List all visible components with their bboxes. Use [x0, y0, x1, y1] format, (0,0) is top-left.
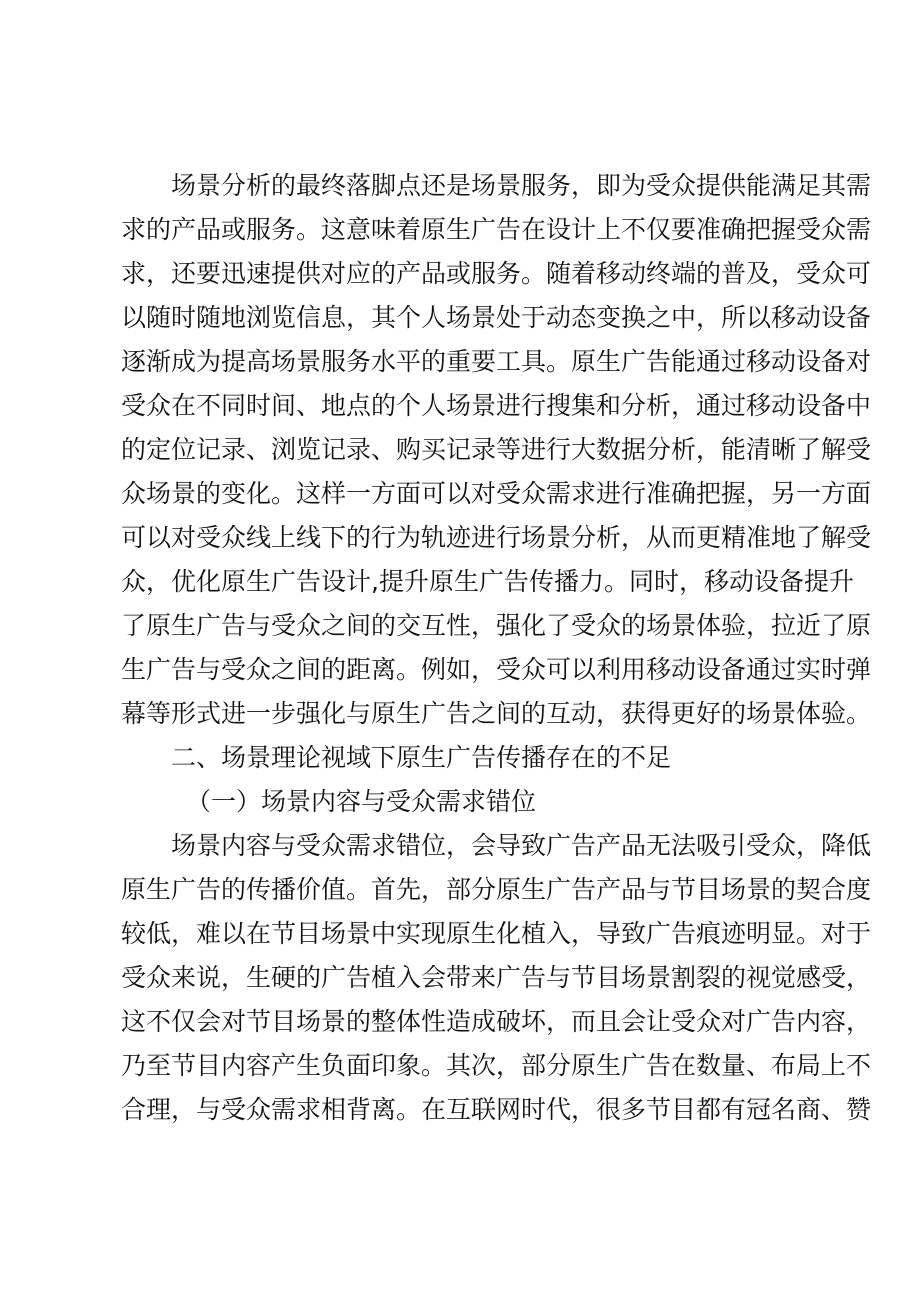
- section-heading: 二、场景理论视域下原生广告传播存在的不足: [171, 743, 672, 772]
- paragraph-2-line-2: 原生广告的传播价值。首先，部分原生广告产品与节目场景的契合度: [121, 875, 872, 904]
- paragraph-1-line-13: 幕等形式进一步强化与原生广告之间的互动，获得更好的场景体验。: [121, 699, 872, 728]
- paragraph-2-line-6: 乃至节目内容产生负面印象。其次，部分原生广告在数量、布局上不: [121, 1051, 872, 1080]
- paragraph-2-line-3: 较低，难以在节目场景中实现原生化植入，导致广告痕迹明显。对于: [121, 919, 872, 948]
- paragraph-1-line-9: 可以对受众线上线下的行为轨迹进行场景分析，从而更精准地了解受: [121, 523, 872, 552]
- paragraph-2-line-1: 场景内容与受众需求错位，会导致广告产品无法吸引受众，降低: [171, 831, 872, 860]
- subsection-heading: （一）场景内容与受众需求错位: [186, 787, 537, 816]
- paragraph-1-line-3: 求，还要迅速提供对应的产品或服务。随着移动终端的普及，受众可: [121, 259, 872, 288]
- paragraph-2-line-5: 这不仅会对节目场景的整体性造成破坏，而且会让受众对广告内容，: [121, 1007, 872, 1036]
- paragraph-2-line-4: 受众来说，生硬的广告植入会带来广告与节目场景割裂的视觉感受，: [121, 963, 872, 992]
- paragraph-1-line-2: 求的产品或服务。这意味着原生广告在设计上不仅要准确把握受众需: [121, 215, 872, 244]
- paragraph-1-line-1: 场景分析的最终落脚点还是场景服务，即为受众提供能满足其需: [171, 171, 872, 200]
- paragraph-1-line-12: 生广告与受众之间的距离。例如，受众可以利用移动设备通过实时弹: [121, 655, 872, 684]
- paragraph-1-line-11: 了原生广告与受众之间的交互性，强化了受众的场景体验，拉近了原: [121, 611, 872, 640]
- paragraph-1-line-4: 以随时随地浏览信息，其个人场景处于动态变换之中，所以移动设备: [121, 303, 872, 332]
- paragraph-1-line-5: 逐渐成为提高场景服务水平的重要工具。原生广告能通过移动设备对: [121, 347, 872, 376]
- paragraph-2-line-7: 合理，与受众需求相背离。在互联网时代，很多节目都有冠名商、赞: [121, 1095, 872, 1124]
- paragraph-1-line-10: 众，优化原生广告设计,提升原生广告传播力。同时，移动设备提升: [121, 567, 854, 596]
- paragraph-1-line-7: 的定位记录、浏览记录、购买记录等进行大数据分析，能清晰了解受: [121, 435, 872, 464]
- paragraph-1-line-8: 众场景的变化。这样一方面可以对受众需求进行准确把握，另一方面: [121, 479, 872, 508]
- paragraph-1-line-6: 受众在不同时间、地点的个人场景进行搜集和分析，通过移动设备中: [121, 391, 872, 420]
